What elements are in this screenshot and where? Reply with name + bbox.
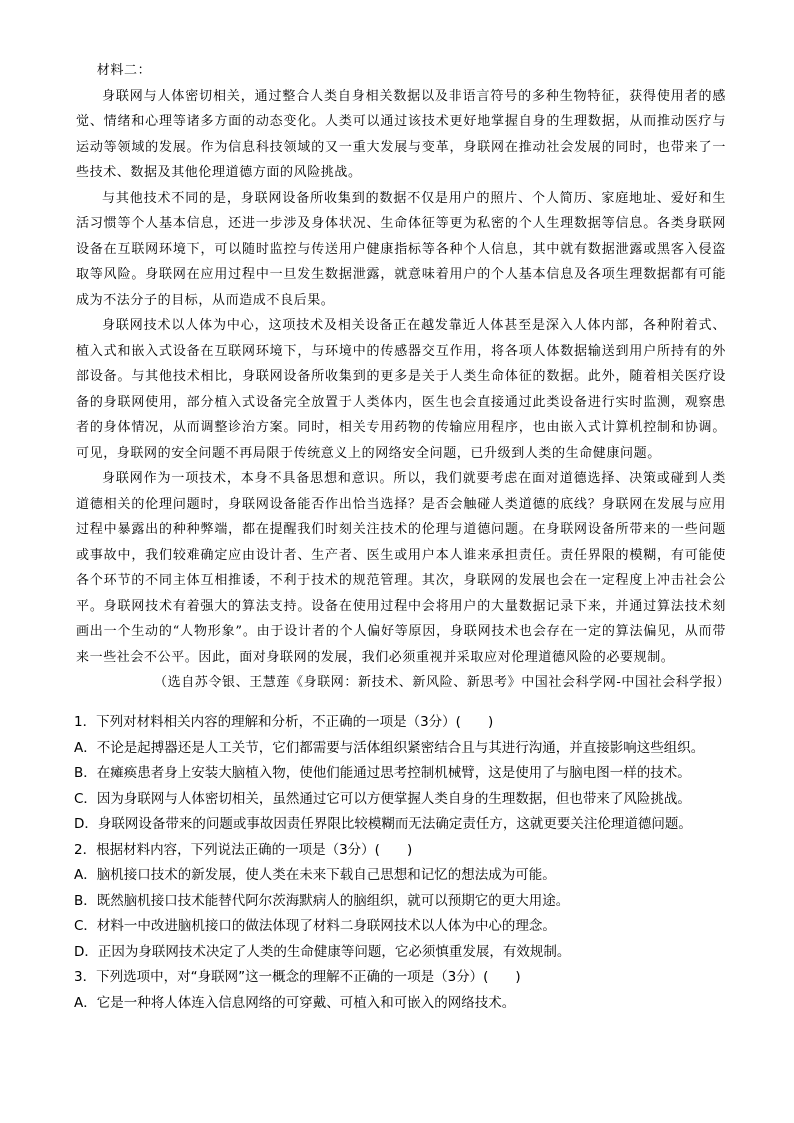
question-2-option-a: A．脑机接口技术的新发展，使人类在未来下载自己思想和记忆的想法成为可能。 bbox=[74, 867, 556, 883]
material-paragraph: 身联网与人体密切相关，通过整合人类自身相关数据以及非语言符号的多种生物特征，获得使用者的感觉、情绪和心理等诸多方面的动态变化。人类可以通过该技术更好地掌握自身的生理数据，从而推动医疗与运动等领域的发展。作为信息科技领域的又一重大发展与变革，身联网在推动社会发展的同时，也带来了一些技术、数据及其他伦理道德方面的风险挑战。 bbox=[76, 88, 726, 180]
question-1-option-c: C．因为身联网与人体密切相关，虽然通过它可以方便掌握人类自身的生理数据，但也带来了风险挑战。 bbox=[74, 790, 691, 807]
question-1-stem: 1．下列对材料相关内容的理解和分析，不正确的一项是（3分）( ) bbox=[74, 714, 494, 730]
material-paragraph: 与其他技术不同的是，身联网设备所收集到的数据不仅是用户的照片、个人简历、家庭地址、爱好和生活习惯等个人基本信息，还进一步涉及身体状况、生命体征等更为私密的个人生理数据等信息。各类身联网设备在互联网环境下，可以随时监控与传送用户健康指标等各种个人信息，其中就有数据泄露或黑客入侵盗取等风险。身联网在应用过程中一旦发生数据泄露，就意味着用户的个人基本信息及各项生理数据都有可能成为不法分子的目标，从而造成不良后果。 bbox=[76, 190, 726, 308]
material-source: （选自苏令银、王慧莲《身联网：新技术、新风险、新思考》中国社会科学网-中国社会科学报） bbox=[154, 675, 731, 690]
question-2-stem: 2．根据材料内容，下列说法正确的一项是（3分）( ) bbox=[74, 841, 413, 858]
question-2-option-d: D．正因为身联网技术决定了人类的生命健康等问题，它必须慎重发展，有效规制。 bbox=[74, 943, 571, 960]
question-list bbox=[74, 710, 734, 1016]
question-3-stem: 3．下列选项中，对“身联网”这一概念的理解不正确的一项是（3分）( ) bbox=[74, 969, 521, 985]
question-1-option-b: B．在瘫痪患者身上安装大脑植入物，使他们能通过思考控制机械臂，这是使用了与脑电图一样的技术。 bbox=[74, 765, 691, 781]
question-2-option-c: C．材料一中改进脑机接口的做法体现了材料二身联网技术以人体为中心的理念。 bbox=[74, 918, 556, 934]
material-heading: 材料二： bbox=[96, 63, 152, 78]
material-two bbox=[76, 58, 731, 696]
material-paragraph: 身联网技术以人体为中心，这项技术及相关设备正在越发靠近人体甚至是深入人体内部，各种附着式、植入式和嵌入式设备在互联网环境下，与环境中的传感器交互作用，将各项人体数据输送到用户所持有的外部设备。与其他技术相比，身联网设备所收集到的更多是关于人类生命体征的数据。此外，随着相关医疗设备的身联网使用，部分植入式设备完全放置于人类体内，医生也会直接通过此类设备进行实时监测，观察患者的身体情况，从而调整诊治方案。同时，相关专用药物的传输应用程序，也由嵌入式计算机控制和协调。可见，身联网的安全问题不再局限于传统意义上的网络安全问题，已升级到人类的生命健康问题。 bbox=[76, 318, 726, 461]
material-paragraph: 身联网作为一项技术，本身不具备思想和意识。所以，我们就要考虑在面对道德选择、决策或碰到人类道德相关的伦理问题时，身联网设备能否作出恰当选择？是否会触碰人类道德的底线？身联网在发展与应用过程中暴露出的种种弊端，都在提醒我们时刻关注技术的伦理与道德问题。在身联网设备所带来的一些问题或事故中，我们较难确定应由设计者、生产者、医生或用户本人谁来承担责任。责任界限的模糊，有可能使各个环节的不同主体互相推诿，不利于技术的规范管理。其次，身联网的发展也会在一定程度上冲击社会公平。身联网技术有着强大的算法支持。设备在使用过程中会将用户的大量数据记录下来，并通过算法技术刻画出一个生动的“人物形象”。由于设计者的个人偏好等原因，身联网技术也会存在一定的算法偏见，从而带来一些社会不公平。因此，面对身联网的发展，我们必须重视并采取应对伦理道德风险的必要规制。 bbox=[76, 471, 726, 665]
question-2-option-b: B．既然脑机接口技术能替代阿尔茨海默病人的脑组织，就可以预期它的更大用途。 bbox=[74, 892, 570, 909]
question-1-option-d: D．身联网设备带来的问题或事故因责任界限比较模糊而无法确定责任方，这就更要关注伦理道德问题。 bbox=[74, 816, 692, 832]
question-1-option-a: A．不论是起搏器还是人工关节，它们都需要与活体组织紧密结合且与其进行沟通，并直接影响这些组织。 bbox=[74, 739, 705, 756]
question-3-option-a: A．它是一种将人体连入信息网络的可穿戴、可植入和可嵌入的网络技术。 bbox=[74, 994, 516, 1011]
